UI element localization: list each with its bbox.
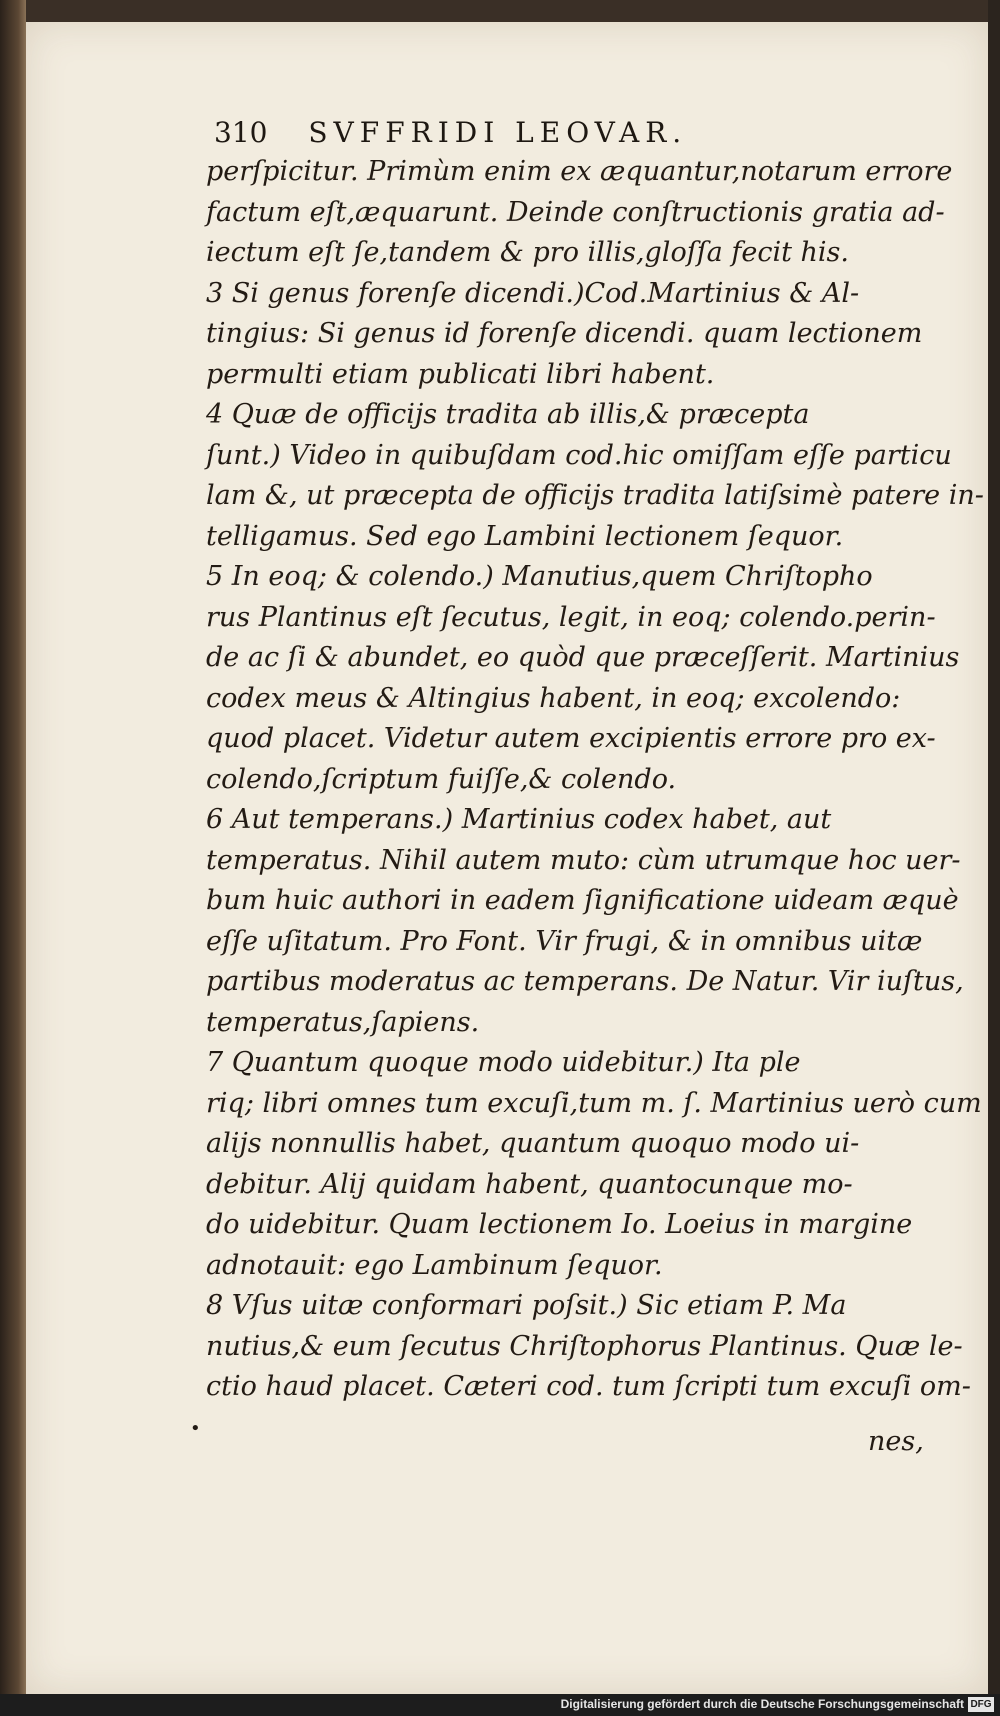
text-line: ſunt.) Video in quibuſdam cod.hic omiſſam eſſe particu: [206, 439, 952, 471]
text-line: telligamus. Sed ego Lambini lectionem ſequor.: [206, 520, 844, 552]
text-line: 7 Quantum quoque modo uidebitur.) Ita ple: [206, 1047, 801, 1078]
text-line: 6 Aut temperans.) Martinius codex habet, aut: [206, 804, 832, 835]
text-line: 5 In eoq; & colendo.) Manutius,quem Chriſtopho: [206, 561, 873, 592]
funding-notice: Digitalisierung gefördert durch die Deutsche Forschungsgemeinschaft: [560, 1697, 964, 1711]
text-line: 8 Vſus uitæ conformari poſsit.) Sic etiam P. Ma: [206, 1290, 847, 1321]
text-line: 4 Quæ de officijs tradita ab illis,& præcepta: [206, 399, 810, 430]
text-line: iectum eſt ſe,tandem & pro illis,gloſſa fecit his.: [206, 237, 849, 268]
text-line: eſſe uſitatum. Pro Font. Vir frugi, & in omnibus uitæ: [206, 925, 923, 957]
text-line: rus Plantinus eſt ſecutus, legit, in eoq; colendo.perin-: [206, 601, 936, 633]
text-line: factum eſt,æquarunt. Deinde conſtructionis gratia ad-: [206, 196, 945, 228]
text-line: alijs nonnullis habet, quantum quoquo modo ui-: [206, 1128, 860, 1159]
text-line: 3 Si genus forenſe dicendi.)Cod.Martinius & Al-: [206, 277, 860, 309]
text-line: bum huic authori in eadem ſignificatione uideam æquè: [206, 885, 959, 916]
text-line: permulti etiam publicati libri habent.: [206, 358, 715, 390]
text-line: tingius: Si genus id forenſe dicendi. quam lectionem: [206, 318, 923, 349]
text-line: temperatus,ſapiens.: [206, 1006, 480, 1038]
text-line: do uidebitur. Quam lectionem Io. Loeius in margine: [206, 1209, 913, 1240]
text-line: perſpicitur. Primùm enim ex æquantur,notarum errore: [206, 156, 953, 187]
catchword: nes,: [868, 1426, 924, 1457]
body-text: [206, 152, 984, 1408]
text-line: quod placet. Videtur autem excipientis errore pro ex-: [206, 723, 936, 754]
text-line: de ac ſi & abundet, eo quòd que præceſſerit. Martinius: [206, 642, 960, 673]
book-spine: [0, 0, 26, 1716]
dfg-logo-icon: DFG: [968, 1697, 994, 1712]
text-line: temperatus. Nihil autem muto: cùm utrumque hoc uer-: [206, 844, 961, 876]
page-number: 310: [214, 116, 268, 149]
text-line: adnotauit: ego Lambinum ſequor.: [206, 1249, 663, 1281]
text-line: debitur. Alij quidam habent, quantocunque mo-: [206, 1168, 853, 1200]
running-title: SVFFRIDI LEOVAR.: [308, 116, 688, 149]
running-head: [214, 116, 914, 149]
signature-mark-icon: •: [190, 1418, 201, 1439]
text-line: lam &, ut præcepta de officijs tradita latiſsimè patere in-: [206, 480, 984, 511]
text-line: ctio haud placet. Cæteri cod. tum ſcripti tum excuſi om-: [206, 1371, 971, 1402]
text-line: riq; libri omnes tum excuſi,tum m. ſ. Martinius uerò cum: [206, 1087, 982, 1119]
text-line: partibus moderatus ac temperans. De Natur. Vir iuſtus,: [206, 966, 964, 997]
text-line: colendo,ſcriptum fuiſſe,& colendo.: [206, 763, 677, 795]
text-line: codex meus & Altingius habent, in eoq; excolendo:: [206, 682, 901, 714]
page-edge: [988, 0, 1000, 1716]
footer-bar: [0, 1694, 1000, 1716]
text-line: nutius,& eum ſecutus Chriſtophorus Plantinus. Quæ le-: [206, 1330, 963, 1362]
